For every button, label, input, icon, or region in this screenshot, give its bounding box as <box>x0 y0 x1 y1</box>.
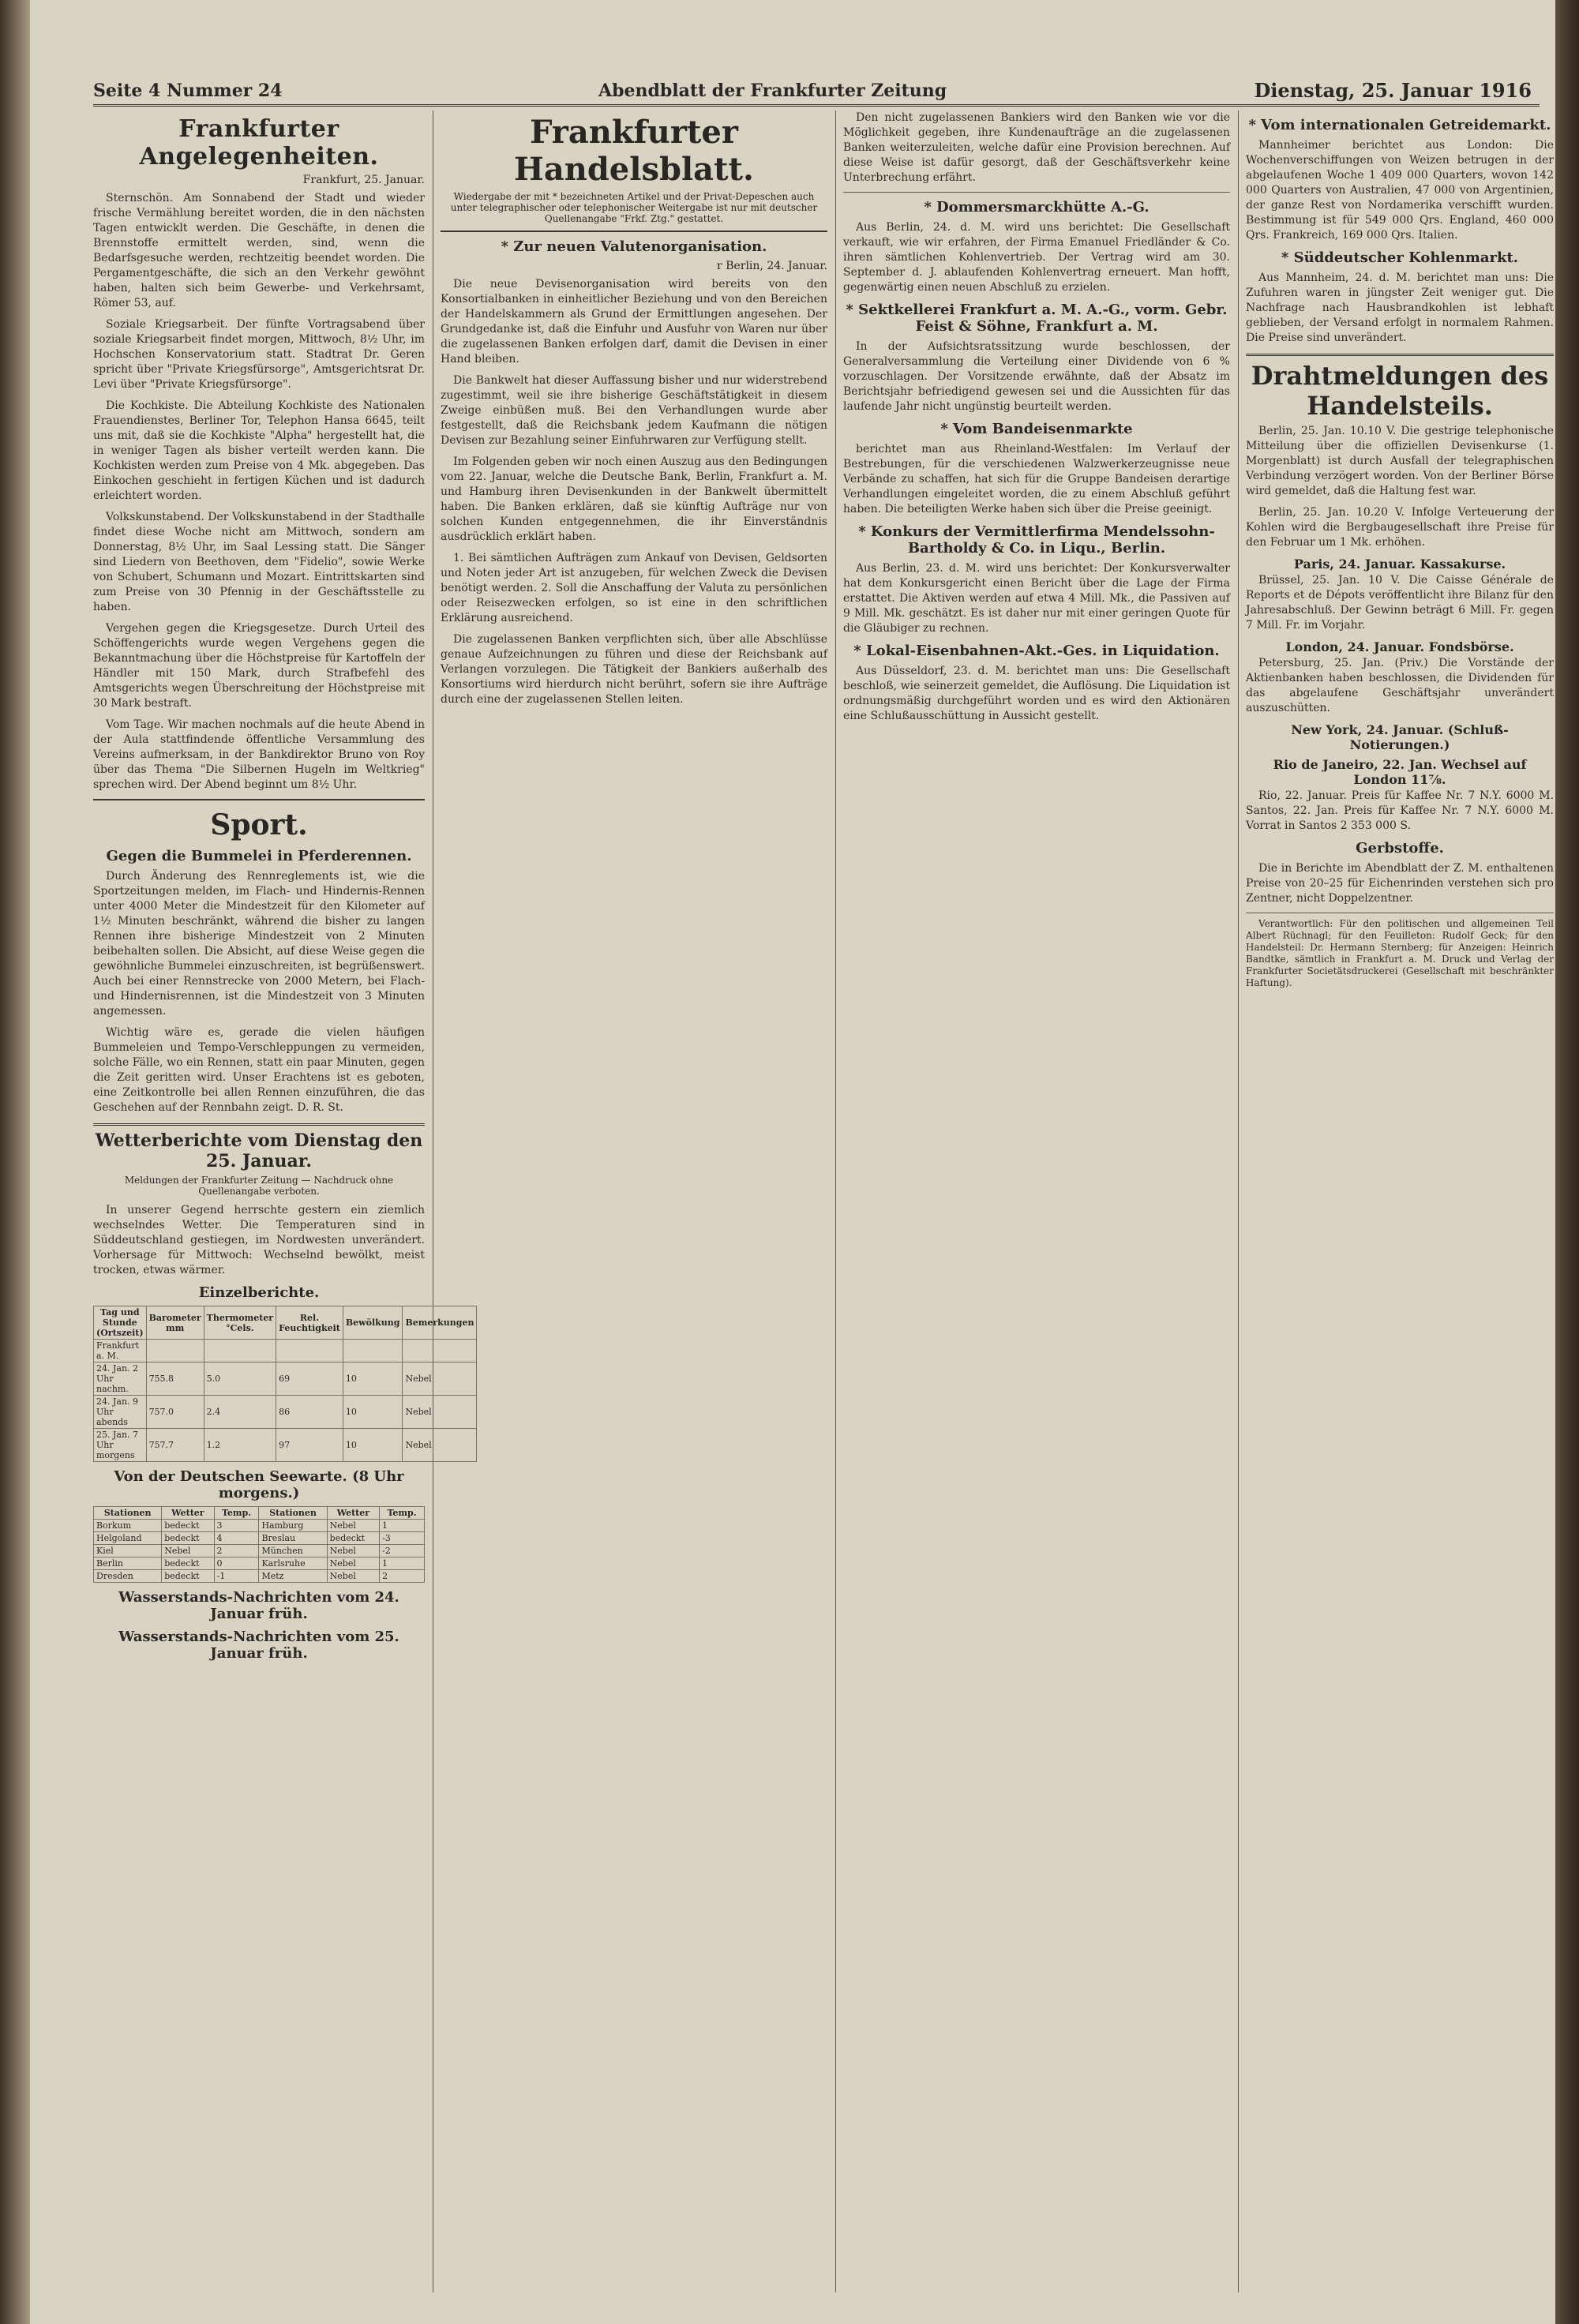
article-paragraph: Die Bankwelt hat dieser Auffassung bisher und nur widerstrebend zugestimmt, weil sie ihre bisherige Geschäftstätigkeit in diesem Zweige einbüßen muß. Bei den Verhandlungen wurde aber festgestellt, daß die Reichsbank jedem Kaufmann die nötigen Devisen zur Bezahlung seiner Einfuhrwaren zur Verfügung stellt. <box>441 374 827 447</box>
table-row: Berlin bedeckt 0 Karlsruhe Nebel 1 <box>94 1557 425 1570</box>
table-row: Borkum bedeckt 3 Hamburg Nebel 1 <box>94 1520 425 1532</box>
article-paragraph: Soziale Kriegsarbeit. Der fünfte Vortragsabend über soziale Kriegsarbeit findet morgen, Mittwoch, 8½ Uhr, im Hochschen Konservatorium statt. Stadtrat Dr. Geren spricht über "Private Kriegsfürsorge", Amtsgerichtsrat Dr. Levi über "Private Kriegsfürsorge". <box>93 318 425 391</box>
article-paragraph: Wichtig wäre es, gerade die vielen häufigen Bummeleien und Tempo-Verschleppungen zu vermeiden, solche Fälle, wo ein Rennen, statt ein paar Minuten, gegen die Zeit geritten wird. Unser Erachtens ist es geboten, eine Zeitkontrolle bei allen Rennen einzuführen, die das Geschehen auf der Rennbahn zeigt. D. R. St. <box>93 1026 425 1114</box>
article-paragraph: Den nicht zugelassenen Bankiers wird den Banken wie vor die Möglichkeit gegeben, ihre Kundenaufträge an die zugelassenen Banken weiterzuleiten, welche dafür eine Provision berechnen. Auf diese Weise ist dafür gesorgt, daß der Geschäftsverkehr keine Unterbrechung erfährt. <box>843 111 1230 184</box>
article-paragraph: Die in Berichte im Abendblatt der Z. M. enthaltenen Preise von 20–25 für Eichenrinden verstehen sich pro Zentner, nicht Doppelzentner. <box>1246 862 1554 905</box>
dateline: Frankfurt, 25. Januar. <box>302 174 425 186</box>
table-row: Frankfurt a. M. <box>94 1340 477 1363</box>
article-paragraph: Vom Tage. Wir machen nochmals auf die heute Abend in der Aula stattfindende öffentliche Versammlung des Vereins aufmerksam, in der Bankdirektor Bruno von Roy über das Thema "Die Silbernen Hugeln im Weltkrieg" sprechen wird. Der Abend beginnt um 8½ Uhr. <box>93 718 425 791</box>
masthead <box>93 76 1540 107</box>
market-heading: New York, 24. Januar. (Schluß-Notierungen.) <box>1291 722 1509 752</box>
section-heading: Frankfurter Handelsblatt. <box>514 114 754 188</box>
article-paragraph: Sternschön. Am Sonnabend der Stadt und wieder frische Vermählung bereitet worden, die in den nächsten Tagen entwicklt werden. Die Geschäfte, in denen die Brennstoffe ermittelt werden, sind, wenn die Bedarfsgesuche werden, rechtzeitig beendet worden. Die Pergamentgeschäfte, die sich an den Verkehr gewöhnt haben, halten sich beim Gewerbe- und Verkehrsamt, Römer 53, auf. <box>93 192 425 309</box>
market-heading: Rio de Janeiro, 22. Jan. Wechsel auf London 11⅞. <box>1273 757 1527 787</box>
water-level-heading: Wasserstands-Nachrichten vom 24. Januar früh. <box>118 1589 399 1622</box>
article-paragraph: Aus Berlin, 23. d. M. wird uns berichtet: Der Konkursverwalter hat dem Konkursgericht einen Bericht über die Lage der Firma erstattet. Die Aktiven werden auf etwa 4 Mill. Mk., die Passiven auf 9 Mill. Mk. geschätzt. Es ist daher nur mit einer geringen Quote für die Gläubiger zu rechnen. <box>843 562 1230 635</box>
table-row: Helgoland bedeckt 4 Breslau bedeckt -3 <box>94 1532 425 1545</box>
article-title: Gegen die Bummelei in Pferderennen. <box>106 848 412 864</box>
issue-date: Dienstag, 25. Januar 1916 <box>1254 79 1532 102</box>
article-paragraph: Berlin, 25. Jan. 10.20 V. Infolge Verteuerung der Kohlen wird die Bergbaugesellschaft ihre Preise für den Februar um 1 Mk. erhöhen. <box>1246 506 1554 549</box>
article-paragraph: Im Folgenden geben wir noch einen Auszug aus den Bedingungen vom 22. Januar, welche die Deutsche Bank, Berlin, Frankfurt a. M. und Hamburg ihren Devisenkunden in der Bankwelt übermittelt haben. Die Banken erklären, daß sie künftig Aufträge nur von solchen Kunden entgegennehmen, die ihr Einverständnis ausdrücklich erklärt haben. <box>441 455 827 543</box>
table-row: Dresden bedeckt -1 Metz Nebel 2 <box>94 1570 425 1583</box>
column-business-news <box>843 111 1230 2292</box>
column-handelsblatt <box>441 111 827 2292</box>
section-heading: Drahtmeldungen des Handelsteils. <box>1246 354 1554 421</box>
article-paragraph: Aus Berlin, 24. d. M. wird uns berichtet: Die Gesellschaft verkauft, wie wir erfahren, der Firma Emanuel Friedländer & Co. ihren sämtlichen Kohlenvertrieb. Der Vertrag wird am 30. September d. J. ablaufenden Kohlenvertrag erneuert. Man hofft, gegenwärtig einen neuen Abschluß zu erzielen. <box>843 221 1230 294</box>
section-heading: Frankfurter Angelegenheiten. <box>139 115 379 171</box>
paper-name: Abendblatt der Frankfurter Zeitung <box>598 81 947 101</box>
article-title: * Konkurs der Vermittlerfirma Mendelssohn-Bartholdy & Co. in Liqu., Berlin. <box>858 523 1215 557</box>
article-paragraph: Die neue Devisenorganisation wird bereits von den Konsortialbanken in einheitlicher Beziehung und von den Bereichen der Handelskammern als Grund der Ermittlungen angesehen. Der Grundgedanke ist, daß die Einfuhr und Ausfuhr von Waren nur über die zugelassenen Banken erfolgen darf, damit die Devisen in einer Hand bleiben. <box>441 278 827 365</box>
article-title: * Zur neuen Valutenorganisation. <box>501 238 767 255</box>
article-paragraph: Aus Mannheim, 24. d. M. berichtet man uns: Die Zufuhren waren in jüngster Zeit weniger gut. Die Nachfrage nach Hausbrandkohlen ist lebhaft geblieben, der Versand erfolgt in normalem Rahmen. Die Preise sind unverändert. <box>1246 272 1554 344</box>
newspaper-page <box>30 0 1555 2324</box>
article-title: * Vom Bandeisenmarkte <box>940 421 1133 437</box>
table-title: Von der Deutschen Seewarte. (8 Uhr morgens.) <box>114 1468 404 1501</box>
article-paragraph: Brüssel, 25. Jan. 10 V. Die Caisse Générale de Reports et de Dépots veröffentlicht ihre Bilanz für den Jahresabschluß. Der Gewinn beträgt 6 Mill. Fr. gegen 7 Mill. Fr. im Vorjahr. <box>1246 574 1554 632</box>
article-title: * Lokal-Eisenbahnen-Akt.-Ges. in Liquidation. <box>853 643 1220 659</box>
column-markets <box>1246 111 1554 2292</box>
divider <box>93 799 425 800</box>
sport-heading: Sport. <box>210 808 308 842</box>
article-title: * Dommersmarckhütte A.-G. <box>924 199 1150 216</box>
article-paragraph: berichtet man aus Rheinland-Westfalen: Im Verlauf der Bestrebungen, für die verschiedenen Walzwerkerzeugnisse neue Verbände zu schaffen, hat sich für die Gruppe Bandeisen derartige Verhandlungen eingeleitet worden, die zu einem Abschluß geführt haben. Die beteiligten Werke haben sich über die Preise geeinigt. <box>843 443 1230 515</box>
seewarte-table: Stationen Wetter Temp. Stationen Wetter Temp. Borkum bedeckt 3 Hamburg Nebel 1 Helgoland bedeckt 4 Breslau bedeckt -3 Kiel Nebel 2 München Nebel -2 Berlin bedeckt 0 Karlsruhe Nebel 1 Dresden bedeckt -1 Metz Nebel 2 <box>93 1506 425 1583</box>
divider <box>843 192 1230 193</box>
article-paragraph: In der Aufsichtsratssitzung wurde beschlossen, der Generalversammlung die Verteilung einer Dividende von 6 % vorzuschlagen. Der Vorsitzende erwähnte, daß der Absatz im Berichtsjahr befriedigend gewesen sei und die Aussichten für das laufende Jahr nicht ungünstig beurteilt werden. <box>843 340 1230 413</box>
article-paragraph: Rio, 22. Januar. Preis für Kaffee Nr. 7 N.Y. 6000 M. Santos, 22. Jan. Preis für Kaffee Nr. 7 N.Y. 6000 M. Vorrat in Santos 2 353 000 S. <box>1246 789 1554 832</box>
article-paragraph: Petersburg, 25. Jan. (Priv.) Die Vorstände der Aktienbanken haben beschlossen, die Dividenden für das abgelaufene Geschäftsjahr unverändert auszuschütten. <box>1246 657 1554 714</box>
article-paragraph: Durch Änderung des Rennreglements ist, wie die Sportzeitungen melden, im Flach- und Hindernis-Rennen unter 4000 Meter die Mindestzeit für den Kilometer auf 1½ Minuten beschränkt, während die bisher zu langen Rennen ihre bisherige Mindestzeit von 2 Minuten beibehalten sollen. Die Absicht, auf diese Weise gegen die gewöhnliche Bummelei einzuschreiten, ist begrüßenswert. Auch bei einer Rennstrecke von 2000 Metern, bei Flach- und Hindernisrennen, ist die Mindestzeit von 3 Minuten angemessen. <box>93 870 425 1018</box>
reprint-notice: Wiedergabe der mit * bezeichneten Artikel und der Privat-Depeschen auch unter telegraphischer oder telephonischer Weitergabe ist nur mit deutscher Quellenangabe "Frkf. Ztg." gestattet. <box>450 191 818 224</box>
page-edge <box>1555 0 1579 2324</box>
divider <box>441 231 827 232</box>
weather-heading: Wetterberichte vom Dienstag den 25. Januar. <box>93 1123 425 1171</box>
article-paragraph: 1. Bei sämtlichen Aufträgen zum Ankauf von Devisen, Geldsorten und Noten jeder Art ist anzugeben, für welchen Zweck die Devisen benötigt werden. 2. Soll die Anschaffung der Valuta zu persönlichen oder Reisezwecken erfolgen, so ist eine in den schriftlichen Erklärung ausreichend. <box>441 552 827 624</box>
dateline: r Berlin, 24. Januar. <box>717 260 827 272</box>
weather-table: Tag und Stunde (Ortszeit) Barometer mm Thermometer °Cels. Rel. Feuchtigkeit Bewölkung Bemerkungen Frankfurt a. M. 24. Jan. 2 Uhr nachm. 755.8 5.0 69 10 Nebel 24. Jan. 9 Uhr abends 757.0 2.4 86 10 Nebel 25. Jan. 7 Uhr morgens 757.7 1.2 97 10 Nebel <box>93 1306 477 1462</box>
table-row: 24. Jan. 2 Uhr nachm. 755.8 5.0 69 10 Nebel <box>94 1363 477 1396</box>
article-paragraph: Aus Düsseldorf, 23. d. M. berichtet man uns: Die Gesellschaft beschloß, wie seinerzeit gemeldet, die Auflösung. Die Liquidation ist ordnungsmäßig durchgeführt worden und es wird den Aktionären eine Schlußausschüttung in Aussicht gestellt. <box>843 665 1230 722</box>
impressum: Verantwortlich: Für den politischen und allgemeinen Teil Albert Rüchnagl; für den Feuilleton: Rudolf Geck; für den Handelsteil: Dr. Hermann Sternberg; für Anzeigen: Heinrich Bandtke, sämtlich in Frankfurt a. M. Druck und Verlag der Frankfurter Societätsdruckerei (Gesellschaft mit beschränkter Haftung). <box>1246 918 1554 988</box>
page-label: Seite 4 Nummer 24 <box>93 81 283 101</box>
article-paragraph: Mannheimer berichtet aus London: Die Wochenverschiffungen von Weizen betrugen in der abgelaufenen Woche 1 409 000 Quarters, wovon 142 000 Quarters von Australien, 47 000 von Argentinien, der ganze Rest von Nordamerika verschifft wurden. Bestimmung ist für 549 000 Qrs. England, 460 000 Qrs. Frankreich, 169 000 Qrs. Italien. <box>1246 139 1554 242</box>
weather-subheading: Meldungen der Frankfurter Zeitung — Nachdruck ohne Quellenangabe verboten. <box>124 1175 394 1197</box>
weather-text: In unserer Gegend herrschte gestern ein ziemlich wechselndes Wetter. Die Temperaturen sind in Süddeutschland gestiegen, im Nordwesten unverändert. Vorhersage für Mittwoch: Wechselnd bewölkt, meist trocken, etwas wärmer. <box>93 1204 425 1276</box>
article-paragraph: Vergehen gegen die Kriegsgesetze. Durch Urteil des Schöffengerichts wurde wegen Vergehens gegen die Bekanntmachung über die Höchstpreise für Kartoffeln der Händler mit 150 Mark, durch Strafbefehl des Amtsgerichts wegen Überschreitung der Höchstpreise mit 30 Mark bestraft. <box>93 622 425 710</box>
water-level-heading: Wasserstands-Nachrichten vom 25. Januar früh. <box>118 1629 399 1662</box>
article-title: * Vom internationalen Getreidemarkt. <box>1248 117 1551 133</box>
article-paragraph: Berlin, 25. Jan. 10.10 V. Die gestrige telephonische Mitteilung über die offiziellen Devisenkurse (1. Morgenblatt) ist durch Ausfall der telegraphischen Verbindung verzögert worden. Von der Berliner Börse wird gemeldet, daß die Haltung fest war. <box>1246 425 1554 497</box>
article-title: * Süddeutscher Kohlenmarkt. <box>1281 249 1519 266</box>
market-heading: Paris, 24. Januar. Kassakurse. <box>1293 557 1506 572</box>
column-local-news <box>93 111 474 2292</box>
article-paragraph: Volkskunstabend. Der Volkskunstabend in der Stadthalle findet diese Woche nicht am Mittwoch, sondern am Donnerstag, 8½ Uhr, im Saal Lessing statt. Die Sänger sind Liedern von Beethoven, dem "Fidelio", sowie Werke von Schubert, Schumann und Mozart. Eintrittskarten sind zum Preise von 30 Pfennig in der Geschäftsstelle zu haben. <box>93 511 425 613</box>
table-row: 24. Jan. 9 Uhr abends 757.0 2.4 86 10 Nebel <box>94 1396 477 1429</box>
article-paragraph: Die zugelassenen Banken verpflichten sich, über alle Abschlüsse genaue Aufzeichnungen zu führen und diese der Reichsbank auf Verlangen vorzulegen. Die Tätigkeit der Bankiers außerhalb des Konsortiums wird hierdurch nicht berührt, sofern sie ihre Aufträge durch eine der zugelassenen Stellen leiten. <box>441 633 827 706</box>
table-row: Kiel Nebel 2 München Nebel -2 <box>94 1545 425 1557</box>
table-title: Einzelberichte. <box>198 1284 320 1301</box>
column-rule <box>835 111 836 2292</box>
article-paragraph: Die Kochkiste. Die Abteilung Kochkiste des Nationalen Frauendienstes, Berliner Tor, Telephon Hansa 6645, teilt uns mit, daß sie die Kochkiste "Alpha" hergestellt hat, die in weniger Tagen als bisher verteilt werden kann. Die Kochkisten werden zum Preise von 4 Mk. abgegeben. Das Einkochen geschieht in fertigen Küchen und ist dadurch erleichtert worden. <box>93 399 425 502</box>
book-binding <box>0 0 30 2324</box>
article-title: Gerbstoffe. <box>1356 840 1444 857</box>
table-row: 25. Jan. 7 Uhr morgens 757.7 1.2 97 10 Nebel <box>94 1429 477 1462</box>
column-rule <box>1238 111 1239 2292</box>
article-title: * Sektkellerei Frankfurt a. M. A.-G., vorm. Gebr. Feist & Söhne, Frankfurt a. M. <box>846 302 1228 335</box>
market-heading: London, 24. Januar. Fondsbörse. <box>1285 639 1514 654</box>
